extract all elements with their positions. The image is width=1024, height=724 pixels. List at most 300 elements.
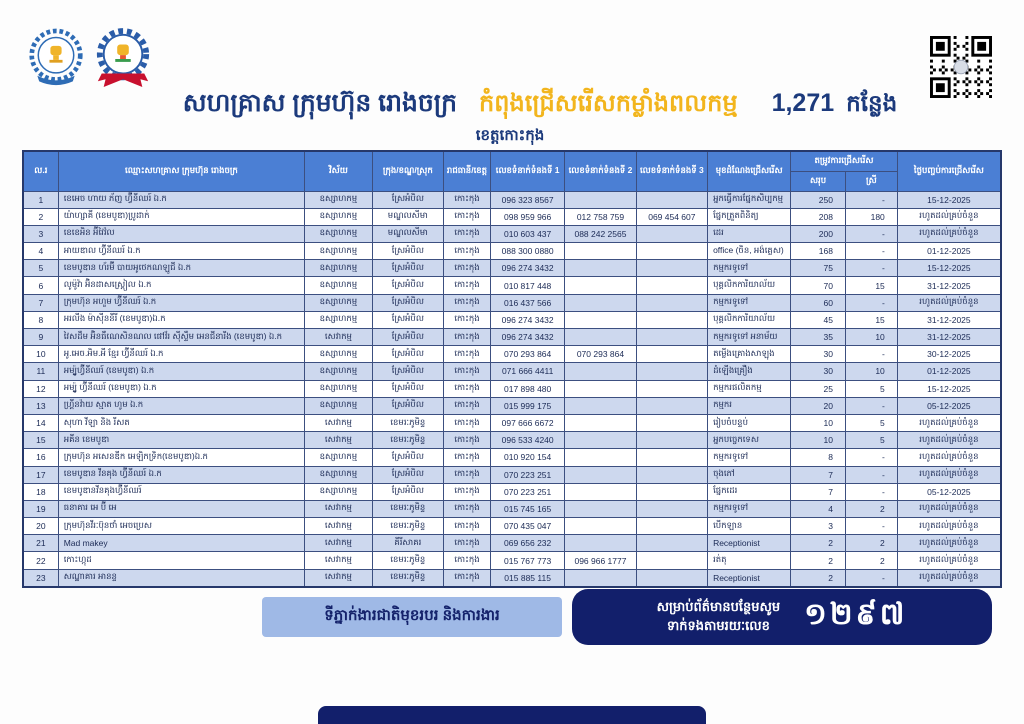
cell-name: ខេមបូឌានវីនគុងហ្វ៊ីនីឈរ៍ [58,483,304,500]
cell-position: អ្នកធ្វើការផ្នែកសិប្បកម្ម [708,191,791,208]
table-row [23,277,1001,294]
col-no: ល.រ [23,151,58,191]
cell-total: 45 [791,311,846,328]
cell-name: លូម៉ូវ៉ា អ៊ិនដាសស្ត្រៀល ឯ.ក [58,277,304,294]
cell-district: ខេមរៈភូមិន្ទ [372,432,443,449]
cell-no: 20 [23,518,58,535]
cell-name: អម្ប៉ូហ្វ៊ីនីឈរ៍ (ខេមបូឌា) ឯ.ក [58,363,304,380]
cell-female: 2 [845,552,897,569]
cell-province: កោះកុង [444,208,491,225]
cell-sector: ឧស្សាហកម្ម [305,380,372,397]
cell-tel1: 017 898 480 [490,380,564,397]
cell-position: រៀបចំបន្ទប់ [708,414,791,431]
cell-total: 7 [791,466,846,483]
hotline-text [657,598,781,636]
cell-position: កម្មករទូទៅ [708,294,791,311]
cell-total: 75 [791,260,846,277]
cell-position: តម្លើងគ្រោងសាឡុង [708,346,791,363]
cell-no: 17 [23,466,58,483]
cell-tel1: 015 745 165 [490,500,564,517]
cell-tel3 [636,483,707,500]
cell-province: កោះកុង [444,363,491,380]
cell-end_date: 05-12-2025 [897,483,1001,500]
cell-female: 15 [845,277,897,294]
cell-district: ស្រែអំបិល [372,397,443,414]
cell-province: កោះកុង [444,277,491,294]
cell-total: 200 [791,225,846,242]
cell-tel3 [636,260,707,277]
cell-no: 15 [23,432,58,449]
cell-no: 7 [23,294,58,311]
cell-name: សុហា វីឡា និង រីសត [58,414,304,431]
cell-district: ខេមរៈភូមិន្ទ [372,414,443,431]
cell-position: កម្មករទូទៅ [708,260,791,277]
cell-tel2 [565,500,636,517]
cell-tel1: 096 533 4240 [490,432,564,449]
cell-female: - [845,569,897,587]
cell-name: ក្រុមហ៊ុនវីរៈប៊ុនថាំ អេចប្រេស [58,518,304,535]
cell-end_date: រហូតដល់គ្រប់ចំនួន [897,518,1001,535]
agency-banner: ទីភ្នាក់ងារជាតិមុខរបរ និងការងារ [262,597,562,637]
cell-tel3 [636,569,707,587]
cell-female: 15 [845,311,897,328]
cell-total: 2 [791,569,846,587]
table-row [23,329,1001,346]
qr-code-icon [930,36,992,98]
cell-district: មណ្ឌលសីមា [372,225,443,242]
cell-district: ស្រែអំបិល [372,260,443,277]
cell-tel1: 096 274 3432 [490,311,564,328]
cell-female: 2 [845,535,897,552]
table-row [23,466,1001,483]
cell-province: កោះកុង [444,329,491,346]
cell-tel1: 070 435 047 [490,518,564,535]
cell-tel1: 015 767 773 [490,552,564,569]
cell-tel1: 015 885 115 [490,569,564,587]
cell-tel1: 070 293 864 [490,346,564,363]
cell-end_date: រហូតដល់គ្រប់ចំនួន [897,414,1001,431]
cell-tel3 [636,243,707,260]
cell-name: ខេមបូឌាន វីនគុង ហ្វ៊ីនីឈរ៍ ឯ.ក [58,466,304,483]
cell-tel3 [636,294,707,311]
cell-sector: សេវាកម្ម [305,414,372,431]
cell-tel3 [636,311,707,328]
cell-end_date: 01-12-2025 [897,243,1001,260]
cell-name: វៃសដឹម អ៊ិនធឺណេសិនណល ផៅវ័រ ស៊ីស្ទឹម អេនជីនារីង (ខេមបូឌា) ឯ.ក [58,329,304,346]
cell-no: 4 [23,243,58,260]
jobs-table [22,150,1002,588]
cell-sector: សេវាកម្ម [305,329,372,346]
cell-total: 2 [791,535,846,552]
cell-tel1: 097 666 6672 [490,414,564,431]
cell-tel3 [636,432,707,449]
cell-tel2 [565,363,636,380]
col-district: ក្រុង/ខណ្ឌ/ស្រុក [372,151,443,191]
cell-district: ស្រែអំបិល [372,449,443,466]
table-row [23,260,1001,277]
cell-female: - [845,260,897,277]
title-suffix: កន្លែង [846,90,898,116]
cell-end_date: 01-12-2025 [897,363,1001,380]
table-body [23,191,1001,587]
cell-district: ស្រែអំបិល [372,380,443,397]
cell-name: ខេខេអិន អ៊ីវៃវ៉ល [58,225,304,242]
cell-no: 3 [23,225,58,242]
cell-end_date: 15-12-2025 [897,191,1001,208]
cell-position: Receptionist [708,569,791,587]
cell-district: ស្រែអំបិល [372,483,443,500]
cell-total: 7 [791,483,846,500]
cell-province: កោះកុង [444,414,491,431]
cell-district: ស្រែអំបិល [372,311,443,328]
cell-female: - [845,191,897,208]
cell-total: 20 [791,397,846,414]
col-tel2: លេខទំនាក់ទំនងទី 2 [565,151,636,191]
cell-end_date: រហូតដល់គ្រប់ចំនួន [897,294,1001,311]
cell-end_date: 15-12-2025 [897,380,1001,397]
cell-tel2 [565,191,636,208]
cell-district: ស្រែអំបិល [372,329,443,346]
cell-name: កោះហ្កុដ [58,552,304,569]
cell-tel1: 010 817 448 [490,277,564,294]
table-row [23,552,1001,569]
cell-position: ដេរ [708,225,791,242]
province-subtitle: ខេត្តកោះកុង [475,127,545,144]
cell-sector: ឧស្សាហកម្ម [305,208,372,225]
cell-end_date: រហូតដល់គ្រប់ចំនួន [897,500,1001,517]
cell-no: 9 [23,329,58,346]
cell-tel1: 070 223 251 [490,483,564,500]
cell-tel1: 096 274 3432 [490,260,564,277]
cell-position: អ្នកបច្ចេកទេស [708,432,791,449]
cell-tel3 [636,552,707,569]
cell-position: ផ្នែកដេរ [708,483,791,500]
cell-end_date: រហូតដល់គ្រប់ចំនួន [897,208,1001,225]
cell-position: office (ចិន, អង់គ្លេស) [708,243,791,260]
cell-position: បុគ្គលិកការិយាល័យ [708,311,791,328]
table-row [23,432,1001,449]
cell-position: បុគ្គលិកការិយាល័យ [708,277,791,294]
cell-total: 208 [791,208,846,225]
cell-end_date: 31-12-2025 [897,329,1001,346]
cell-province: កោះកុង [444,243,491,260]
col-demand-total: សរុប [791,171,846,191]
cell-tel2 [565,414,636,431]
cell-province: កោះកុង [444,466,491,483]
title-count: 1,271 [771,89,835,117]
cell-province: កោះកុង [444,311,491,328]
table-row [23,346,1001,363]
cell-tel1: 071 666 4411 [490,363,564,380]
cell-total: 10 [791,432,846,449]
cell-no: 14 [23,414,58,431]
cell-province: កោះកុង [444,500,491,517]
cell-tel2 [565,243,636,260]
table-row [23,569,1001,587]
cell-tel1: 096 274 3432 [490,329,564,346]
cell-tel2 [565,466,636,483]
col-sector: វិស័យ [305,151,372,191]
cell-name: យ៉ាហ្សាគី (ខេមបូឌា)ប្រូដាក់ [58,208,304,225]
nea-wreath-logo-icon [28,26,84,90]
cell-district: ស្រែអំបិល [372,277,443,294]
cell-sector: ឧស្សាហកម្ម [305,483,372,500]
table-row [23,294,1001,311]
cell-tel2 [565,277,636,294]
cell-female: 5 [845,380,897,397]
cell-district: ស្រែអំបិល [372,346,443,363]
cell-sector: សេវាកម្ម [305,518,372,535]
hotline-banner [572,589,992,645]
cell-district: ស្រែអំបិល [372,363,443,380]
cell-total: 30 [791,346,846,363]
cell-female: 10 [845,329,897,346]
cell-tel2 [565,518,636,535]
cell-position: រត់តុ [708,552,791,569]
cell-tel2 [565,311,636,328]
cell-province: កោះកុង [444,191,491,208]
cell-end_date: 15-12-2025 [897,260,1001,277]
cell-total: 8 [791,449,846,466]
cell-tel3 [636,346,707,363]
cell-tel2: 012 758 759 [565,208,636,225]
cell-tel3 [636,397,707,414]
cell-province: កោះកុង [444,380,491,397]
cell-female: 5 [845,432,897,449]
cell-province: កោះកុង [444,346,491,363]
cell-name: ខេមបូឌាន ហ័រម៊ី បាយអូថេកណឡូជី ឯ.ក [58,260,304,277]
col-province: រាជធានី/ខេត្ត [444,151,491,191]
cell-tel1: 096 323 8567 [490,191,564,208]
cell-sector: សេវាកម្ម [305,552,372,569]
cell-female: - [845,346,897,363]
cell-total: 2 [791,552,846,569]
cell-end_date: 31-12-2025 [897,277,1001,294]
cell-tel3 [636,518,707,535]
cell-tel2 [565,535,636,552]
cell-province: កោះកុង [444,552,491,569]
cell-tel3 [636,466,707,483]
cell-tel1: 088 300 0880 [490,243,564,260]
cell-district: ខេមរៈភូមិន្ទ [372,569,443,587]
cell-tel2 [565,449,636,466]
cell-no: 23 [23,569,58,587]
cell-female: 10 [845,363,897,380]
hotline-line1: សម្រាប់ព័ត៌មានបន្ថែមសូម [656,599,781,615]
table-header [23,151,1001,191]
cell-no: 8 [23,311,58,328]
cell-total: 4 [791,500,846,517]
title-main: សហគ្រាស ក្រុមហ៊ុន រោងចក្រ [182,89,458,117]
cell-tel3 [636,225,707,242]
cell-tel3 [636,414,707,431]
cell-province: កោះកុង [444,569,491,587]
cell-sector: ឧស្សាហកម្ម [305,449,372,466]
cell-tel3 [636,449,707,466]
cell-name: ក្រុមហ៊ុន អហួម ហ្វ៊ីនីឈរ៍ ឯ.ក [58,294,304,311]
cell-tel1: 010 920 154 [490,449,564,466]
cell-no: 19 [23,500,58,517]
cell-tel2 [565,380,636,397]
cell-tel2 [565,483,636,500]
table-row [23,208,1001,225]
cell-district: ខេមរៈភូមិន្ទ [372,518,443,535]
cell-province: កោះកុង [444,397,491,414]
cell-no: 16 [23,449,58,466]
col-demand-female: ស្រី [845,171,897,191]
cell-total: 10 [791,414,846,431]
cell-name: អូ.អេច.អិម.អី ខ្មែរ ហ្វ៊ីនីឈរ៍ ឯ.ក [58,346,304,363]
cell-female: - [845,449,897,466]
cell-end_date: 30-12-2025 [897,346,1001,363]
cell-female: 5 [845,414,897,431]
table-row [23,414,1001,431]
cell-province: កោះកុង [444,449,491,466]
cell-no: 6 [23,277,58,294]
cell-no: 2 [23,208,58,225]
cell-name: ក្រុមហ៊ុន អសេនឌីក អេឡិកទ្រិក(ខេមបូឌា)ឯ.ក [58,449,304,466]
cell-tel1: 098 959 966 [490,208,564,225]
hotline-number: ១២៩៧ [804,598,908,631]
cell-sector: ឧស្សាហកម្ម [305,294,372,311]
cell-tel3 [636,277,707,294]
cell-sector: ឧស្សាហកម្ម [305,225,372,242]
cell-no: 18 [23,483,58,500]
cell-end_date: រហូតដល់គ្រប់ចំនួន [897,535,1001,552]
cell-province: កោះកុង [444,225,491,242]
cell-female: 180 [845,208,897,225]
table-row [23,449,1001,466]
cell-province: កោះកុង [444,518,491,535]
table-row [23,191,1001,208]
cell-no: 5 [23,260,58,277]
cell-tel2: 096 966 1777 [565,552,636,569]
cell-female: - [845,518,897,535]
cell-position: ដំឡើងគ្រឿង [708,363,791,380]
cell-position: កម្មករទូទៅ អនាម័យ [708,329,791,346]
hotline-line2: ទាក់ទងតាមរយៈលេខ [666,618,770,633]
cell-tel3 [636,329,707,346]
cell-position: ចុងភៅ [708,466,791,483]
cell-no: 1 [23,191,58,208]
cell-tel3: 069 454 607 [636,208,707,225]
cell-sector: ឧស្សាហកម្ម [305,243,372,260]
skills-badge-logo-icon [94,26,152,92]
col-end-date: ថ្ងៃបញ្ចប់ការជ្រើសរើស [897,151,1001,191]
table-row [23,518,1001,535]
cell-district: ស្រែអំបិល [372,191,443,208]
cell-female: - [845,397,897,414]
cell-tel1: 010 603 437 [490,225,564,242]
cell-name: ហ្គ្រីនវ៉ាយ ស្មាត ហូម ឯ.ក [58,397,304,414]
cell-tel3 [636,500,707,517]
cell-female: - [845,225,897,242]
cell-tel1: 016 437 566 [490,294,564,311]
cell-total: 30 [791,363,846,380]
cell-total: 35 [791,329,846,346]
cell-position: កម្មករ [708,397,791,414]
cell-name: អម្ប៉ូ ហ្វ៊ីនីឈរ៍ (ខេមបូឌា) ឯ.ក [58,380,304,397]
table-row [23,311,1001,328]
cell-end_date: 31-12-2025 [897,311,1001,328]
cell-sector: សេវាកម្ម [305,500,372,517]
cell-tel1: 070 223 251 [490,466,564,483]
cell-end_date: រហូតដល់គ្រប់ចំនួន [897,466,1001,483]
cell-no: 13 [23,397,58,414]
cell-position: បើកឡាន [708,518,791,535]
cell-name: អគីន ខេមបូឌា [58,432,304,449]
cell-sector: ឧស្សាហកម្ម [305,191,372,208]
cell-name: អាយឌាល ហ្វ៊ីនីឈរ៍ ឯ.ក [58,243,304,260]
cell-name: ខេអេច ហាយ ភ័ញ ហ្វ៊ីនីឈរ៍ ឯ.ក [58,191,304,208]
cell-no: 22 [23,552,58,569]
cell-total: 25 [791,380,846,397]
cell-district: គីរីសាគរ [372,535,443,552]
cell-district: ស្រែអំបិល [372,243,443,260]
cell-position: កម្មករផលិតកម្ម [708,380,791,397]
col-name: ឈ្មោះសហគ្រាស ក្រុមហ៊ុន រោងចក្រ [58,151,304,191]
cell-tel2 [565,260,636,277]
cell-tel1: 069 656 232 [490,535,564,552]
col-position: មុខដំណែងជ្រើសរើស [708,151,791,191]
table-row [23,225,1001,242]
cell-sector: ឧស្សាហកម្ម [305,260,372,277]
cell-female: - [845,294,897,311]
col-tel1: លេខទំនាក់ទំនងទី 1 [490,151,564,191]
col-demand-group: តម្រូវការជ្រើសរើស [791,151,898,171]
table-row [23,380,1001,397]
cell-tel2 [565,397,636,414]
cell-district: ខេមរៈភូមិន្ទ [372,552,443,569]
cell-province: កោះកុង [444,432,491,449]
cell-tel3 [636,380,707,397]
cell-district: ស្រែអំបិល [372,466,443,483]
cell-female: 2 [845,500,897,517]
table-row [23,363,1001,380]
cell-position: កម្មករទូទៅ [708,449,791,466]
cell-position: Receptionist [708,535,791,552]
cell-no: 12 [23,380,58,397]
cell-sector: សេវាកម្ម [305,535,372,552]
cell-tel2 [565,569,636,587]
cell-tel3 [636,535,707,552]
cell-end_date: រហូតដល់គ្រប់ចំនួន [897,225,1001,242]
cell-sector: ឧស្សាហកម្ម [305,397,372,414]
cell-tel1: 015 999 175 [490,397,564,414]
cell-total: 3 [791,518,846,535]
cell-tel2: 088 242 2565 [565,225,636,242]
cell-tel2 [565,432,636,449]
cell-district: មណ្ឌលសីមា [372,208,443,225]
cell-female: - [845,243,897,260]
cell-name: អរលីង ម៉ាស៊ីននីរី (ខេមបូឌា)ឯ.ក [58,311,304,328]
cell-female: - [845,466,897,483]
cell-sector: សេវាកម្ម [305,432,372,449]
title-highlight: កំពុងជ្រើសរើសកម្លាំងពលកម្ម [479,90,738,117]
cell-position: ផ្នែកត្រួតពិនិត្យ [708,208,791,225]
cell-female: - [845,483,897,500]
cell-end_date: 05-12-2025 [897,397,1001,414]
cell-position: កម្មករទូទៅ [708,500,791,517]
cell-tel2: 070 293 864 [565,346,636,363]
cell-sector: ឧស្សាហកម្ម [305,346,372,363]
cell-name: ធនាគារ អេ ប៊ី អេ [58,500,304,517]
cell-total: 70 [791,277,846,294]
cell-end_date: រហូតដល់គ្រប់ចំនួន [897,432,1001,449]
cell-total: 60 [791,294,846,311]
cell-sector: ឧស្សាហកម្ម [305,363,372,380]
cell-sector: សេវាកម្ម [305,569,372,587]
